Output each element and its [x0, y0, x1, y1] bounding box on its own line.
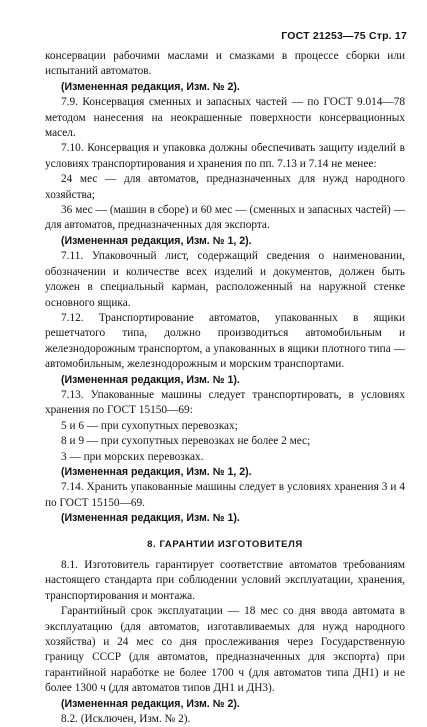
paragraph-7-14: 7.14. Хранить упакованные машины следует в условиях хранения 3 и 4 по ГОСТ 15150—69. [45, 481, 405, 509]
amendment-note: (Измененная редакция, Изм. № 2). [61, 80, 240, 93]
paragraph-7-13: 7.13. Упакованные машины следует транспортировать, в условиях хранения по ГОСТ 15150—69: [45, 388, 405, 417]
section-title: 8. ГАРАНТИИ ИЗГОТОВИТЕЛЯ [147, 538, 303, 550]
paragraph-8-1: 8.1. Изготовитель гарантирует соответствие автоматов требованиям настоящего стандарта при соблюдении условий эксплуатации, хранения, транспортирования и монтажа. [45, 559, 405, 602]
list-item: 3 — при морских перевозках. [61, 450, 204, 463]
amendment-note: (Измененная редакция, Изм. № 1, 2). [61, 234, 252, 247]
paragraph: 36 мес — (машин в сборе) и 60 мес — (сменных и запасных частей) — для автоматов, предназначенных для экспорта. [45, 204, 405, 232]
list-item: 8 и 9 — при сухопутных перевозках не более 2 мес; [61, 435, 311, 448]
amendment-note: (Измененная редакция, Изм. № 1). [61, 512, 240, 525]
list-item: 5 и 6 — при сухопутных перевозках; [61, 419, 238, 432]
paragraph-7-12: 7.12. Транспортирование автоматов, упакованных в ящики решетчатого типа, должно производиться автомобильным и железнодорожным транспортом, а упакованных в ящики плотного типа — автомобильным, железнодорожным и морским транспортами. [45, 311, 405, 371]
paragraph: Гарантийный срок эксплуатации — 18 мес со дня ввода автомата в эксплуатацию (для автоматов, изготавливаемых для нужд народного хозяйства) и 24 мес со дня прослеживания через Государственную границу СССР (для автоматов, предназначенных для экспорта) при гарантийной наработке не более 1700 ч (для автоматов типа ДН1) и не более 1300 ч (для автоматов типов ДН1 и ДН3). [45, 605, 405, 695]
paragraph: консервации рабочими маслами и смазками в процессе сборки или испытаний автоматов. [45, 50, 405, 78]
page-header: ГОСТ 21253—75 Стр. 17 [281, 30, 407, 42]
amendment-note: (Измененная редакция, Изм. № 2). [61, 697, 240, 710]
paragraph-8-2: 8.2. (Исключен, Изм. № 2). [61, 713, 191, 726]
amendment-note: (Измененная редакция, Изм. № 1, 2). [61, 465, 252, 478]
amendment-note: (Измененная редакция, Изм. № 1). [61, 373, 240, 386]
paragraph-7-9: 7.9. Консервация сменных и запасных частей — по ГОСТ 9.014—78 методом нанесения на неокрашенные поверхности консервационных масел. [45, 96, 405, 140]
document-body [45, 49, 405, 727]
paragraph: 24 мес — для автоматов, предназначенных для нужд народного хозяйства; [45, 173, 405, 201]
paragraph-7-10: 7.10. Консервация и упаковка должны обеспечивать защиту изделий в условиях транспортирования и хранения по пп. 7.13 и 7.14 не менее: [45, 142, 405, 170]
paragraph-7-11: 7.11. Упаковочный лист, содержащий сведения о наименовании, обозначении и количестве всех изделий и документов, должен быть уложен в специальный карман, расположенный на наружной стенке основного ящика. [45, 250, 405, 309]
